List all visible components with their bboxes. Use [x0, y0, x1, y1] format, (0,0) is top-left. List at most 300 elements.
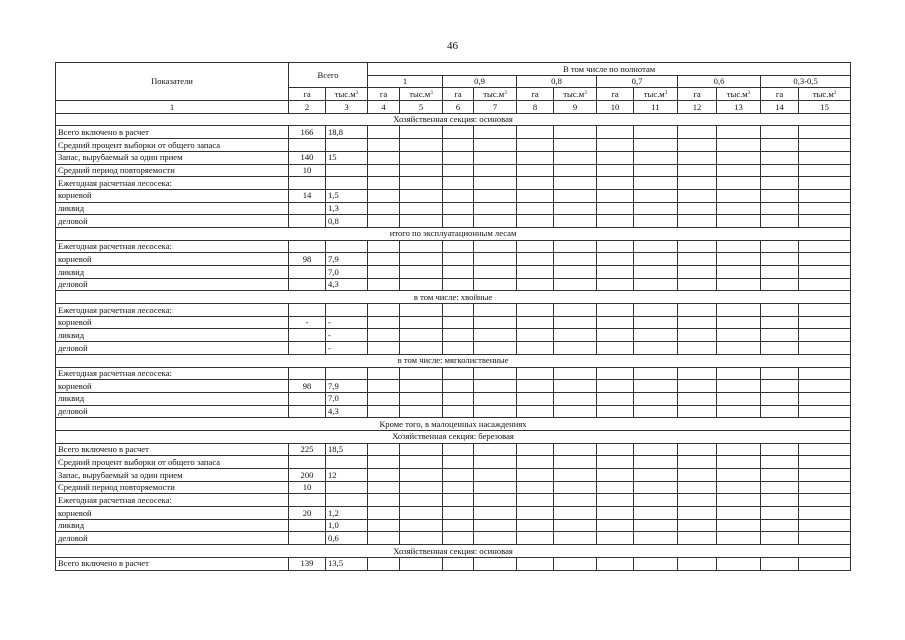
cell-empty: [443, 215, 474, 228]
cell-empty: [400, 189, 443, 202]
cell-empty: [761, 329, 799, 342]
cell-total-volume: [326, 456, 368, 469]
cell-total-volume: 15: [326, 151, 368, 164]
cell-empty: [678, 342, 717, 355]
column-number: 5: [400, 101, 443, 114]
cell-empty: [443, 240, 474, 253]
cell-empty: [554, 240, 597, 253]
cell-empty: [400, 494, 443, 507]
cell-total-volume: 7,0: [326, 392, 368, 405]
cell-empty: [517, 316, 554, 329]
cell-empty: [799, 507, 851, 520]
unit-ha: га: [443, 88, 474, 101]
unit-ha: га: [517, 88, 554, 101]
cell-total-volume: 7,0: [326, 266, 368, 279]
cell-empty: [554, 202, 597, 215]
cell-empty: [474, 304, 517, 317]
cell-empty: [517, 392, 554, 405]
cell-empty: [634, 405, 678, 418]
cell-empty: [761, 380, 799, 393]
cell-empty: [474, 164, 517, 177]
cell-empty: [443, 507, 474, 520]
cell-empty: [368, 456, 400, 469]
cell-empty: [554, 304, 597, 317]
cell-empty: [761, 443, 799, 456]
cell-empty: [597, 253, 634, 266]
cell-total-ha: [289, 278, 326, 291]
unit-volume-text: тыс.м: [812, 88, 834, 99]
section-row: [56, 291, 851, 304]
cell-empty: [443, 469, 474, 482]
cell-empty: [517, 240, 554, 253]
cell-empty: [799, 469, 851, 482]
cell-empty: [597, 469, 634, 482]
cell-empty: [368, 494, 400, 507]
table-row: [56, 278, 851, 291]
unit-volume: [474, 88, 517, 101]
cell-empty: [678, 139, 717, 152]
cell-empty: [517, 494, 554, 507]
cell-empty: [474, 316, 517, 329]
cell-empty: [474, 215, 517, 228]
cell-empty: [368, 557, 400, 570]
cell-total-ha: [289, 519, 326, 532]
cell-empty: [517, 266, 554, 279]
cell-empty: [678, 392, 717, 405]
cell-empty: [634, 392, 678, 405]
cell-empty: [634, 164, 678, 177]
cell-empty: [443, 494, 474, 507]
cell-empty: [368, 367, 400, 380]
cell-empty: [678, 189, 717, 202]
cell-empty: [634, 519, 678, 532]
cell-empty: [554, 266, 597, 279]
section-title: итого по эксплуатационным лесам: [56, 227, 851, 240]
cell-empty: [761, 557, 799, 570]
cell-empty: [678, 266, 717, 279]
cell-empty: [717, 456, 761, 469]
cell-empty: [634, 316, 678, 329]
section-row: [56, 113, 851, 126]
cell-empty: [400, 342, 443, 355]
header-total: Всего: [289, 63, 368, 88]
table-row: [56, 342, 851, 355]
column-number: 11: [634, 101, 678, 114]
unit-volume-superscript: 3: [833, 90, 837, 96]
cell-empty: [400, 532, 443, 545]
cell-empty: [597, 126, 634, 139]
table-row: [56, 507, 851, 520]
cell-total-volume: -: [326, 316, 368, 329]
cell-empty: [678, 469, 717, 482]
table-row: [56, 532, 851, 545]
cell-total-volume: 7,9: [326, 253, 368, 266]
header-density: 0,3-0,5: [761, 75, 851, 88]
row-label: Средний период повторяемости: [56, 164, 289, 177]
cell-total-volume: 0,6: [326, 532, 368, 545]
cell-empty: [761, 392, 799, 405]
unit-volume: [634, 88, 678, 101]
cell-empty: [799, 202, 851, 215]
cell-empty: [400, 139, 443, 152]
cell-empty: [678, 494, 717, 507]
cell-empty: [761, 177, 799, 190]
cell-total-volume: [326, 494, 368, 507]
cell-empty: [717, 507, 761, 520]
cell-empty: [799, 367, 851, 380]
column-number: 7: [474, 101, 517, 114]
row-label: корневой: [56, 316, 289, 329]
unit-volume-superscript: 3: [664, 90, 668, 96]
cell-empty: [368, 329, 400, 342]
cell-empty: [634, 380, 678, 393]
row-label: Всего включено в расчет: [56, 126, 289, 139]
cell-empty: [799, 139, 851, 152]
row-label: корневой: [56, 189, 289, 202]
cell-empty: [517, 481, 554, 494]
cell-empty: [474, 278, 517, 291]
cell-empty: [400, 469, 443, 482]
table-row: [56, 392, 851, 405]
cell-empty: [799, 177, 851, 190]
cell-total-ha: 140: [289, 151, 326, 164]
table-body: [56, 113, 851, 570]
cell-empty: [678, 481, 717, 494]
cell-empty: [517, 202, 554, 215]
cell-empty: [368, 392, 400, 405]
cell-total-volume: [326, 139, 368, 152]
cell-empty: [761, 278, 799, 291]
table-row: [56, 367, 851, 380]
cell-empty: [634, 266, 678, 279]
header-density: 0,8: [517, 75, 597, 88]
section-row: [56, 545, 851, 558]
cell-empty: [634, 443, 678, 456]
table-row: [56, 126, 851, 139]
row-label: ликвид: [56, 329, 289, 342]
cell-empty: [678, 151, 717, 164]
cell-empty: [799, 519, 851, 532]
cell-empty: [597, 481, 634, 494]
cell-empty: [443, 456, 474, 469]
cell-empty: [554, 519, 597, 532]
cell-empty: [400, 557, 443, 570]
cell-empty: [634, 329, 678, 342]
cell-empty: [678, 367, 717, 380]
cell-empty: [799, 532, 851, 545]
cell-empty: [554, 278, 597, 291]
cell-empty: [634, 253, 678, 266]
cell-total-ha: [289, 494, 326, 507]
cell-empty: [761, 240, 799, 253]
cell-empty: [368, 443, 400, 456]
cell-empty: [554, 557, 597, 570]
cell-total-ha: [289, 367, 326, 380]
table-row: [56, 304, 851, 317]
cell-empty: [443, 405, 474, 418]
cell-empty: [799, 557, 851, 570]
cell-empty: [761, 532, 799, 545]
cell-empty: [597, 215, 634, 228]
table-row: [56, 139, 851, 152]
column-number: 15: [799, 101, 851, 114]
cell-total-volume: 1,3: [326, 202, 368, 215]
cell-total-ha: [289, 392, 326, 405]
section-row: [56, 354, 851, 367]
cell-empty: [597, 443, 634, 456]
row-label: Ежегодная расчетная лесосека:: [56, 240, 289, 253]
cell-empty: [517, 519, 554, 532]
cell-empty: [597, 329, 634, 342]
cell-empty: [761, 481, 799, 494]
table-row: [56, 405, 851, 418]
cell-total-ha: 14: [289, 189, 326, 202]
unit-volume-superscript: 3: [504, 90, 507, 96]
cell-empty: [678, 329, 717, 342]
cell-empty: [799, 494, 851, 507]
table-row: [56, 177, 851, 190]
cell-empty: [634, 481, 678, 494]
cell-empty: [474, 126, 517, 139]
row-label: Ежегодная расчетная лесосека:: [56, 304, 289, 317]
cell-empty: [799, 329, 851, 342]
cell-empty: [400, 519, 443, 532]
cell-empty: [474, 456, 517, 469]
cell-empty: [597, 164, 634, 177]
cell-total-ha: 20: [289, 507, 326, 520]
table-row: [56, 151, 851, 164]
cell-total-ha: [289, 456, 326, 469]
cell-empty: [597, 202, 634, 215]
cell-empty: [443, 316, 474, 329]
row-label: деловой: [56, 278, 289, 291]
cell-total-ha: [289, 215, 326, 228]
cell-empty: [474, 151, 517, 164]
cell-empty: [443, 443, 474, 456]
cell-total-ha: 10: [289, 164, 326, 177]
cell-empty: [368, 304, 400, 317]
unit-volume-superscript: 3: [355, 90, 359, 96]
cell-empty: [517, 164, 554, 177]
cell-empty: [443, 139, 474, 152]
cell-empty: [799, 304, 851, 317]
unit-volume: [717, 88, 761, 101]
cell-empty: [799, 405, 851, 418]
section-row: [56, 430, 851, 443]
cell-empty: [678, 519, 717, 532]
column-number: 4: [368, 101, 400, 114]
cell-empty: [400, 329, 443, 342]
cell-empty: [634, 278, 678, 291]
cell-empty: [368, 253, 400, 266]
cell-empty: [799, 380, 851, 393]
table-row: [56, 469, 851, 482]
header-density: 0,6: [678, 75, 761, 88]
cell-empty: [474, 443, 517, 456]
cell-empty: [597, 266, 634, 279]
cell-empty: [554, 443, 597, 456]
cell-empty: [400, 240, 443, 253]
cell-empty: [474, 139, 517, 152]
cell-empty: [678, 202, 717, 215]
cell-empty: [634, 469, 678, 482]
cell-empty: [678, 507, 717, 520]
cell-empty: [474, 202, 517, 215]
cell-empty: [368, 532, 400, 545]
row-label: Средний процент выборки от общего запаса: [56, 139, 289, 152]
unit-volume-superscript: 3: [584, 90, 587, 96]
cell-empty: [368, 266, 400, 279]
cell-empty: [678, 126, 717, 139]
cell-empty: [474, 266, 517, 279]
cell-empty: [554, 532, 597, 545]
cell-empty: [443, 304, 474, 317]
cell-total-ha: 200: [289, 469, 326, 482]
row-label: Ежегодная расчетная лесосека:: [56, 177, 289, 190]
cell-empty: [634, 240, 678, 253]
cell-total-ha: [289, 304, 326, 317]
cell-empty: [761, 519, 799, 532]
cell-empty: [554, 494, 597, 507]
cell-empty: [554, 456, 597, 469]
cell-empty: [474, 253, 517, 266]
unit-volume-text: тыс.м: [409, 88, 431, 99]
cell-empty: [474, 177, 517, 190]
header-row-column-numbers: [56, 101, 851, 114]
cell-total-volume: [326, 240, 368, 253]
cell-empty: [678, 405, 717, 418]
unit-volume-superscript: 3: [747, 90, 751, 96]
cell-empty: [799, 392, 851, 405]
cell-empty: [474, 519, 517, 532]
cell-empty: [597, 367, 634, 380]
table-row: [56, 557, 851, 570]
cell-empty: [761, 405, 799, 418]
cell-empty: [517, 443, 554, 456]
row-label: Ежегодная расчетная лесосека:: [56, 367, 289, 380]
cell-empty: [443, 278, 474, 291]
cell-empty: [517, 532, 554, 545]
cell-empty: [400, 456, 443, 469]
cell-empty: [634, 151, 678, 164]
cell-empty: [443, 557, 474, 570]
cell-empty: [717, 557, 761, 570]
column-number: 14: [761, 101, 799, 114]
cell-empty: [597, 519, 634, 532]
row-label: Ежегодная расчетная лесосека:: [56, 494, 289, 507]
header-by-density: В том числе по полнотам: [368, 63, 851, 76]
cell-empty: [517, 405, 554, 418]
cell-empty: [443, 329, 474, 342]
cell-empty: [761, 139, 799, 152]
cell-total-ha: 98: [289, 380, 326, 393]
cell-empty: [368, 405, 400, 418]
cell-empty: [761, 253, 799, 266]
cell-empty: [368, 151, 400, 164]
page-number: 46: [447, 40, 458, 52]
unit-volume-text: тыс.м: [334, 88, 356, 99]
cell-empty: [554, 367, 597, 380]
unit-volume-text: тыс.м: [726, 88, 748, 99]
table-row: [56, 316, 851, 329]
cell-empty: [443, 177, 474, 190]
cell-empty: [761, 316, 799, 329]
unit-ha: га: [678, 88, 717, 101]
cell-empty: [368, 177, 400, 190]
cell-empty: [554, 405, 597, 418]
cell-empty: [554, 392, 597, 405]
cell-empty: [368, 519, 400, 532]
cell-empty: [678, 164, 717, 177]
row-label: ликвид: [56, 392, 289, 405]
cell-empty: [717, 532, 761, 545]
cell-empty: [717, 151, 761, 164]
cell-empty: [400, 126, 443, 139]
unit-volume: [554, 88, 597, 101]
cell-empty: [717, 164, 761, 177]
cell-empty: [717, 253, 761, 266]
cell-total-ha: 225: [289, 443, 326, 456]
cell-empty: [597, 139, 634, 152]
section-title: Кроме того, в малоценных насаждениях: [56, 418, 851, 431]
cell-empty: [554, 215, 597, 228]
cell-empty: [799, 240, 851, 253]
cell-empty: [443, 164, 474, 177]
row-label: деловой: [56, 405, 289, 418]
table-row: [56, 519, 851, 532]
table-row: [56, 240, 851, 253]
row-label: корневой: [56, 253, 289, 266]
cell-empty: [400, 177, 443, 190]
cell-empty: [799, 456, 851, 469]
row-label: Всего включено в расчет: [56, 443, 289, 456]
cell-empty: [799, 481, 851, 494]
table-row: [56, 481, 851, 494]
cell-empty: [597, 304, 634, 317]
cell-empty: [554, 507, 597, 520]
cell-total-volume: 1,0: [326, 519, 368, 532]
cell-empty: [400, 481, 443, 494]
cell-empty: [799, 189, 851, 202]
unit-volume-superscript: 3: [430, 90, 433, 96]
cell-empty: [717, 519, 761, 532]
cell-empty: [799, 215, 851, 228]
row-label: ликвид: [56, 519, 289, 532]
row-label: Всего включено в расчет: [56, 557, 289, 570]
cell-total-volume: 4,3: [326, 405, 368, 418]
cell-empty: [597, 177, 634, 190]
cell-total-ha: [289, 329, 326, 342]
section-title: в том числе: мягколиственные: [56, 354, 851, 367]
table-row: [56, 253, 851, 266]
cell-total-ha: [289, 266, 326, 279]
cell-empty: [717, 202, 761, 215]
cell-empty: [634, 126, 678, 139]
cell-empty: [678, 557, 717, 570]
row-label: Запас, вырубаемый за один прием: [56, 151, 289, 164]
cell-empty: [634, 215, 678, 228]
cell-empty: [400, 278, 443, 291]
cell-empty: [761, 367, 799, 380]
cell-empty: [517, 456, 554, 469]
cell-empty: [634, 532, 678, 545]
header-indicators: Показатели: [56, 63, 289, 101]
cell-empty: [400, 367, 443, 380]
cell-empty: [517, 189, 554, 202]
section-row: [56, 227, 851, 240]
table-row: [56, 494, 851, 507]
row-label: ликвид: [56, 202, 289, 215]
